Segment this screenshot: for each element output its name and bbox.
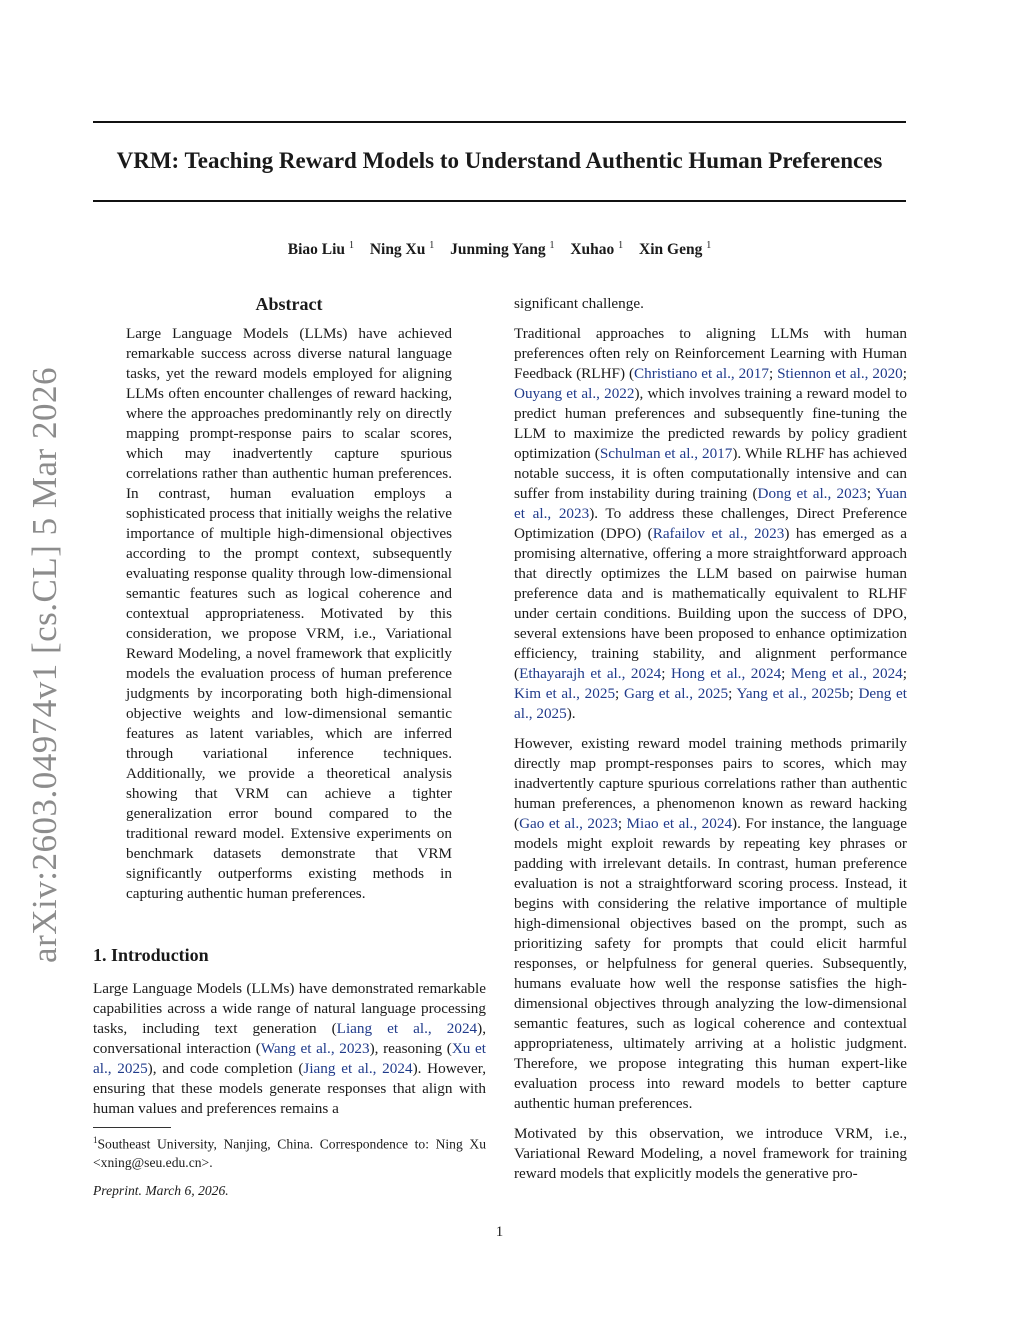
citation-link[interactable]: Deng et al., 2025: [514, 685, 908, 722]
citation-link[interactable]: Hong et al., 2024: [671, 665, 782, 682]
reward-hacking-paragraph: However, existing reward model training methods primarily directly map prompt-responses pairs to scores, which may inadvertently capture spurious correlations rather than authentic human preferences, a phenomenon known as reward hacking (Gao et al., 2023; Miao et al., 2024). For instance, the language models might exploit rewards by repeating key phrases or padding with irrelevant details. In contrast, human preference evaluation is not a straightforward scoring process. Instead, it begins with considering the relative importance of multiple high-dimensional objectives based on the prompt, such as prioritizing safety for prompts that could elicit harmful responses, or helpfulness for general queries. Subsequently, humans evaluate how well the response satisfies the high-dimensional objectives through analyzing the low-dimensional semantic features, such as logical coherence and contextual appropriateness, ultimately arriving at a holistic judgment. Therefore, we propose integrating this human expert-like evaluation process into reward models to better capture authentic human preferences.: [514, 735, 907, 1112]
affiliation-footnote: $^1$Southeast University, Nanjing, China. Correspondence to: Ning Xu <xning@seu.edu.cn>.: [93, 1135, 486, 1170]
citation-link[interactable]: Yuan et al., 2023: [514, 485, 907, 522]
citation-link[interactable]: Ouyang et al., 2022: [514, 385, 635, 402]
paragraph-continuation: significant challenge.: [514, 295, 644, 312]
citation-link[interactable]: Ethayarajh et al., 2024: [519, 665, 662, 682]
abstract-heading: Abstract: [255, 294, 323, 314]
citation-link[interactable]: Garg et al., 2025: [623, 685, 729, 702]
citation-link[interactable]: Miao et al., 2024: [626, 815, 733, 832]
citation-link[interactable]: Meng et al., 2024: [790, 665, 903, 682]
citation-link[interactable]: Rafailov et al., 2023: [652, 525, 785, 542]
citation-link[interactable]: Liang et al., 2024: [336, 1020, 478, 1037]
preprint-notice: Preprint. March 6, 2026.: [93, 1183, 229, 1198]
citation-link[interactable]: Yang et al., 2025b: [736, 685, 850, 702]
title-rule-top: [93, 121, 906, 123]
author: Xin Geng $^1$: [639, 240, 712, 259]
author: Ning Xu $^1$: [369, 240, 435, 259]
motivation-paragraph: Motivated by this observation, we introduce VRM, i.e., Variational Reward Modeling, a novel framework for training reward models that explicitly models the generative pro-: [514, 1125, 907, 1182]
citation-link[interactable]: Christiano et al., 2017: [634, 365, 769, 382]
right-column: [514, 294, 907, 1194]
citation-link[interactable]: Dong et al., 2023: [757, 485, 867, 502]
title-rule-bottom: [93, 200, 906, 202]
arxiv-identifier: arXiv:2603.04974v1 [cs.CL] 5 Mar 2026: [25, 367, 64, 963]
citation-link[interactable]: Gao et al., 2023: [519, 815, 618, 832]
citation-link[interactable]: Jiang et al., 2024: [303, 1060, 413, 1077]
footnote-divider: [93, 1127, 171, 1128]
author: Junming Yang $^1$: [450, 240, 555, 259]
citation-link[interactable]: Kim et al., 2025: [514, 685, 616, 702]
introduction-paragraph: Large Language Models (LLMs) have demonstrated remarkable capabilities across a wide range of natural language processing tasks, including text generation (Liang et al., 2024), conversational interaction (Wang et al., 2023), reasoning (Xu et al., 2025), and code completion (Jiang et al., 2024). However, ensuring that these models generate responses that align with human values and preferences remains a: [93, 980, 486, 1117]
author: Xuhao $^1$: [570, 240, 624, 259]
citation-link[interactable]: Stiennon et al., 2020: [777, 365, 903, 382]
author-list: [93, 235, 906, 261]
abstract-text: Large Language Models (LLMs) have achieved remarkable success across diverse natural language tasks, yet the reward models employed for aligning LLMs often encounter challenges of reward hacking, where the approaches predominantly rely on directly mapping prompt-response pairs to scalar scores, which may inadvertently capture spurious correlations rather than authentic human preferences. In contrast, human evaluation employs a sophisticated process that initially weighs the relative importance of multiple high-dimensional objectives according to the prompt context, subsequently evaluating response quality through low-dimensional semantic features such as logical coherence and contextual appropriateness. Motivated by this consideration, we propose VRM, i.e., Variational Reward Modeling, a novel framework that explicitly models the evaluation process of human preference judgments by incorporating both high-dimensional objective weights and low-dimensional semantic features as latent variables, which are inferred through variational inference techniques. Additionally, we provide a theoretical analysis showing that VRM can achieve a tighter generalization error bound compared to the traditional reward model. Extensive experiments on benchmark datasets demonstrate that VRM significantly outperforms existing methods in capturing authentic human preferences.: [126, 325, 452, 902]
page-number: 1: [495, 1224, 504, 1240]
related-approaches-paragraph: Traditional approaches to aligning LLMs with human preferences often rely on Reinforcement Learning with Human Feedback (RLHF) (Christiano et al., 2017; Stiennon et al., 2020; Ouyang et al., 2022), which involves training a reward model to predict human preferences and subsequently fine-tuning the LLM to maximize the predicted rewards by policy gradient optimization (Schulman et al., 2017). While RLHF has achieved notable success, it is often computationally intensive and can suffer from instability during training (Dong et al., 2023; Yuan et al., 2023). To address these challenges, Direct Preference Optimization (DPO) (Rafailov et al., 2023) has emerged as a promising alternative, offering a more straightforward approach that directly optimizes the LLM based on pairwise human preference data and is mathematically equivalent to RLHF under certain conditions. Building upon the success of DPO, several extensions have been proposed to enhance optimization efficiency, training stability, and alignment performance (Ethayarajh et al., 2024; Hong et al., 2024; Meng et al., 2024; Kim et al., 2025; Garg et al., 2025; Yang et al., 2025b; Deng et al., 2025).: [514, 325, 908, 722]
citation-link[interactable]: Xu et al., 2025: [93, 1040, 486, 1077]
citation-link[interactable]: Wang et al., 2023: [260, 1040, 370, 1057]
author: Biao Liu $^1$: [287, 240, 354, 259]
citation-link[interactable]: Schulman et al., 2017: [599, 445, 733, 462]
paper-title: VRM: Teaching Reward Models to Understand Authentic Human Preferences: [116, 148, 883, 173]
introduction-heading: 1. Introduction: [93, 945, 209, 965]
